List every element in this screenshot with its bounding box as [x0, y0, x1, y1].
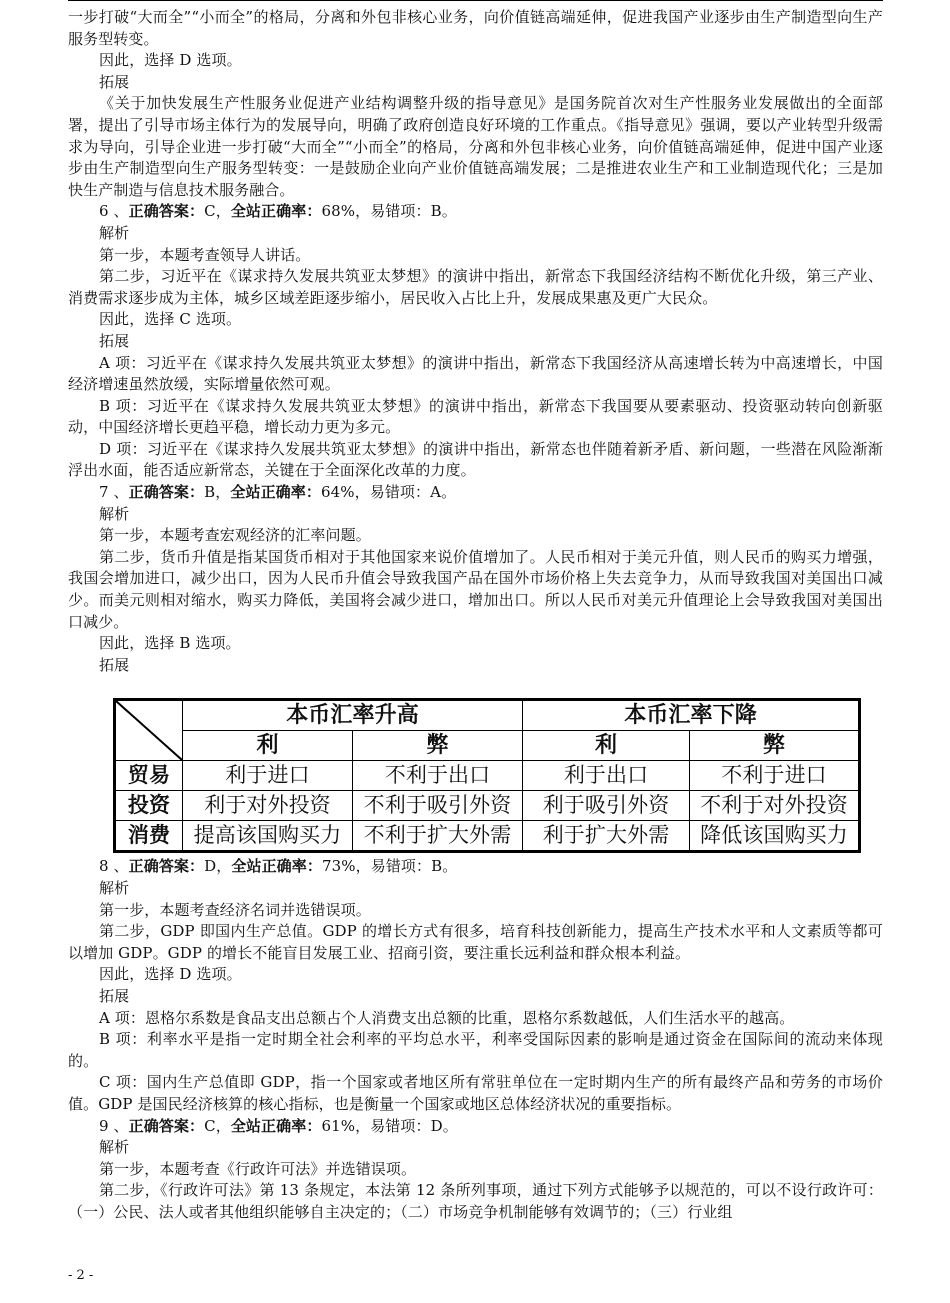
question-number: 8 、 [99, 857, 129, 876]
exchange-rate-table-wrap [113, 698, 858, 853]
table-header-row [115, 700, 860, 731]
correct-answer-label: 正确答案： [128, 1116, 205, 1135]
table-row [115, 791, 860, 821]
common-error: 易错项：B。 [370, 202, 457, 221]
accuracy-rate: 64%， [320, 483, 370, 502]
exchange-rate-table [113, 698, 861, 853]
paragraph: 第一步，本题考查《行政许可法》并选错误项。 [99, 1159, 417, 1178]
paragraph: 解析 [99, 223, 130, 242]
correct-answer-label: 正确答案： [128, 857, 205, 876]
table-cell: 不利于对外投资 [690, 791, 860, 821]
table-row [115, 821, 860, 852]
answer-line [68, 482, 883, 504]
question-number: 9 、 [99, 1116, 129, 1135]
sub-header: 弊 [353, 731, 523, 761]
row-label: 投资 [115, 791, 183, 821]
correct-answer-label: 正确答案： [128, 202, 205, 221]
table-cell: 不利于进口 [690, 761, 860, 791]
table-cell: 利于扩大外需 [523, 821, 690, 852]
paragraph: 第二步，《行政许可法》第 13 条规定，本法第 12 条所列事项，通过下列方式能够予以规范的，可以不设行政许可：（一）公民、法人或者其他组织能够自主决定的；（二）市场竞争机制能够有效调节的；（三）行业组 [68, 1181, 883, 1221]
paragraph: D 项：习近平在《谋求持久发展共筑亚太梦想》的演讲中指出，新常态也伴随着新矛盾、新问题，一些潜在风险渐渐浮出水面，能否适应新常态，关键在于全面深化改革的力度。 [68, 439, 883, 480]
paragraph: 因此，选择 C 选项。 [99, 310, 242, 329]
document-body [68, 7, 883, 1224]
row-label: 消费 [115, 821, 183, 852]
sub-header: 利 [523, 731, 690, 761]
group-header: 本币汇率升高 [183, 700, 523, 731]
paragraph: 第二步，习近平在《谋求持久发展共筑亚太梦想》的演讲中指出，新常态下我国经济结构不断优化升级，第三产业、消费需求逐步成为主体，城乡区域差距逐步缩小，居民收入占比上升，发展成果惠及更广大民众。 [68, 267, 883, 307]
answer-line [68, 1116, 883, 1138]
table-cell: 利于出口 [523, 761, 690, 791]
paragraph: 第一步，本题考查领导人讲话。 [99, 245, 311, 264]
table-subheader-row [115, 731, 860, 761]
sub-header: 利 [183, 731, 353, 761]
header-rule [68, 0, 883, 1]
paragraph: 第一步，本题考查宏观经济的汇率问题。 [99, 526, 371, 545]
accuracy-label: 全站正确率： [230, 1116, 322, 1135]
paragraph: B 项：习近平在《谋求持久发展共筑亚太梦想》的演讲中指出，新常态下我国要从要素驱动、投资驱动转向创新驱动，中国经济增长更趋平稳，增长动力更为多元。 [68, 396, 883, 437]
diagonal-line [116, 701, 182, 760]
row-label: 贸易 [115, 761, 183, 791]
paragraph: 第二步，货币升值是指某国货币相对于其他国家来说价值增加了。人民币相对于美元升值，则人民币的购买力增强，我国会增加进口，减少出口，因为人民币升值会导致我国产品在国外市场价格上失去竞争力，从而导致我国对美国出口减少。而美元则相对缩水，购买力降低，美国将会减少进口，增加出口。所以人民币对美元升值理论上会导致我国对美国出口减少。 [68, 547, 883, 631]
paragraph: 第二步，GDP 即国内生产总值。GDP 的增长方式有很多，培育科技创新能力，提高生产技术水平和人文素质等都可以增加 GDP。GDP 的增长不能盲目发展工业、招商引资，要注重长远利益和群众根本利益。 [68, 922, 883, 962]
common-error: 易错项：B。 [370, 857, 458, 876]
table-cell: 利于对外投资 [183, 791, 353, 821]
paragraph: A 项：恩格尔系数是食品支出总额占个人消费支出总额的比重，恩格尔系数越低，人们生活水平的越高。 [99, 1008, 795, 1027]
table-cell: 提高该国购买力 [183, 821, 353, 852]
table-row [115, 761, 860, 791]
group-header: 本币汇率下降 [523, 700, 860, 731]
correct-answer: D， [204, 857, 232, 876]
question-number: 6 、 [99, 202, 129, 221]
table-cell: 不利于出口 [353, 761, 523, 791]
paragraph: 拓展 [99, 331, 130, 350]
correct-answer: B， [204, 483, 231, 502]
paragraph: 因此，选择 D 选项。 [99, 965, 242, 984]
paragraph: B 项：利率水平是指一定时期全社会利率的平均总水平，利率受国际因素的影响是通过资金在国际间的流动来体现的。 [68, 1030, 883, 1070]
question-number: 7 、 [99, 483, 129, 502]
accuracy-label: 全站正确率： [230, 202, 322, 221]
accuracy-rate: 68%， [321, 202, 371, 221]
answer-line [68, 201, 883, 223]
sub-header: 弊 [690, 731, 860, 761]
table-cell: 利于吸引外资 [523, 791, 690, 821]
accuracy-label: 全站正确率： [231, 857, 322, 876]
paragraph: 第一步，本题考查经济名词并选错误项。 [99, 900, 371, 919]
accuracy-rate: 73%， [321, 857, 371, 876]
common-error: 易错项：A。 [369, 483, 457, 502]
correct-answer: C， [204, 1116, 231, 1135]
paragraph: 解析 [99, 504, 130, 523]
paragraph: 拓展 [99, 986, 130, 1005]
paragraph: 《关于加快发展生产性服务业促进产业结构调整升级的指导意见》是国务院首次对生产性服务业发展做出的全面部署，提出了引导市场主体行为的发展导向，明确了政府创造良好环境的工作重点。《指导意见》强调，要以产业转型升级需求为导向，引导企业进一步打破“大而全”“小而全”的格局，分离和外包非核心业务，向价值链高端延伸，促进中国产业逐步由生产制造型向生产服务型转变：一是鼓励企业向产业价值链高端发展；二是推进农业生产和工业制造现代化；三是加快生产制造与信息技术服务融合。 [68, 94, 883, 199]
correct-answer-label: 正确答案： [128, 483, 205, 502]
page-number: - 2 - [68, 1268, 94, 1283]
paragraph: 拓展 [99, 72, 130, 91]
paragraph: C 项：国内生产总值即 GDP，指一个国家或者地区所有常驻单位在一定时期内生产的所有最终产品和劳务的市场价值。GDP 是国民经济核算的核心指标，也是衡量一个国家或地区总体经济状况的重要指标。 [68, 1073, 883, 1113]
answer-line [68, 856, 883, 878]
common-error: 易错项：D。 [370, 1116, 458, 1135]
accuracy-label: 全站正确率： [230, 483, 321, 502]
paragraph: 一步打破“大而全”“小而全”的格局，分离和外包非核心业务，向价值链高端延伸，促进我国产业逐步由生产制造型向生产服务型转变。 [68, 8, 883, 48]
paragraph: 因此，选择 D 选项。 [99, 51, 242, 70]
table-cell: 不利于吸引外资 [353, 791, 523, 821]
accuracy-rate: 61%， [321, 1116, 371, 1135]
paragraph: 解析 [99, 1138, 130, 1157]
table-cell: 利于进口 [183, 761, 353, 791]
table-cell: 不利于扩大外需 [353, 821, 523, 852]
paragraph: 因此，选择 B 选项。 [99, 634, 241, 653]
correct-answer: C， [204, 202, 231, 221]
paragraph: A 项：习近平在《谋求持久发展共筑亚太梦想》的演讲中指出，新常态下我国经济从高速增长转为中高速增长，中国经济增速虽然放缓，实际增量依然可观。 [68, 353, 883, 394]
paragraph: 拓展 [99, 655, 130, 674]
table-cell: 降低该国购买力 [690, 821, 860, 852]
paragraph: 解析 [99, 879, 130, 897]
diagonal-corner-cell [115, 700, 183, 761]
